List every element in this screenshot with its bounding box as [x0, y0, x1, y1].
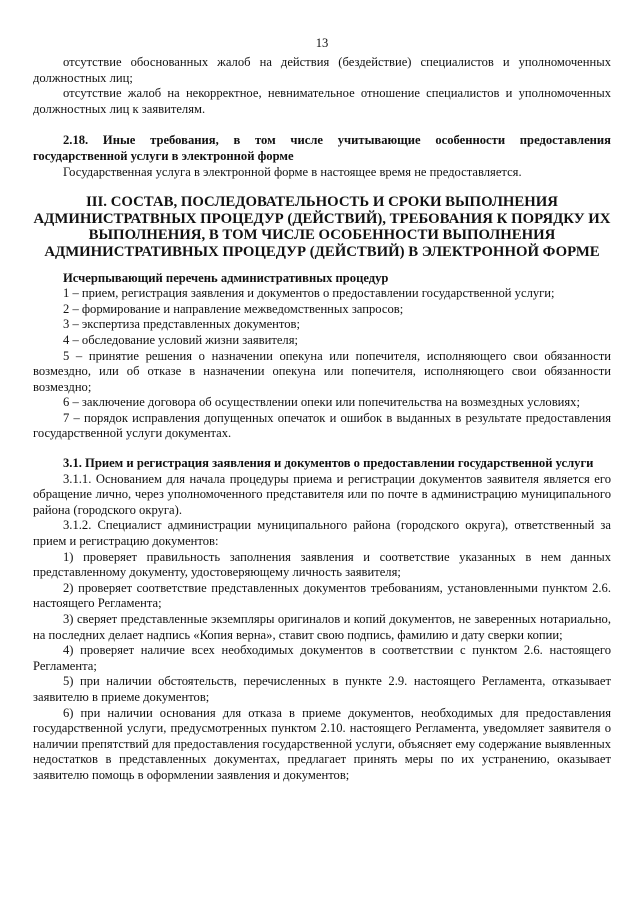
- document-page: [33, 0, 611, 905]
- procedure-item: 1 – прием, регистрация заявления и документов о предоставлении государственной услуги;: [63, 286, 555, 301]
- clause-3-1-2-item: 2) проверяет соответствие представленных документов требованиям, установленными пунктом 2.6. настоящего Регламента;: [33, 580, 611, 611]
- procedure-item: 3 – экспертиза представленных документов;: [63, 317, 301, 332]
- page-number: 13: [315, 36, 329, 50]
- page-body: [33, 55, 611, 784]
- complaint-criterion-2: отсутствие жалоб на некорректное, невнимательное отношение специалистов и уполномоченных должностных лиц к заявителям.: [33, 86, 611, 116]
- section-2-18-heading: 2.18. Иные требования, в том числе учитывающие особенности предоставления государственной услуги в электронной форме: [33, 133, 611, 163]
- procedure-item: 6 – заключение договора об осуществлении опеки или попечительства на возмездных условиях;: [63, 395, 580, 410]
- clause-3-1-2-item: 1) проверяет правильность заполнения заявления и соответствие указанных в нем данных представленному документу, удостоверяющему личность заявителя;: [33, 549, 611, 580]
- procedure-item: 5 – принятие решения о назначении опекуна или попечителя, исполняющего свои обязанности возмездно, или об отказе в назначении опекуна или попечителя, исполняющего свои обязанности возмездно;: [33, 348, 611, 394]
- part-3-title: III. СОСТАВ, ПОСЛЕДОВАТЕЛЬНОСТЬ И СРОКИ ВЫПОЛНЕНИЯ АДМИНИСТРАТВНЫХ ПРОЦЕДУР (ДЕЙСТВИЙ), ТРЕБОВАНИЯ К ПОРЯДКУ ИХ ВЫПОЛНЕНИЯ, В ТОМ ЧИСЛЕ ОСОБЕННОСТИ ВЫПОЛНЕНИЯ АДМИНИСТРАТИВНЫХ ПРОЦЕДУР (ДЕЙСТВИЙ) В ЭЛЕКТРОННОЙ ФОРМЕ: [33, 194, 611, 260]
- procedure-item: 2 – формирование и направление межведомственных запросов;: [63, 301, 404, 316]
- procedure-item: 7 – порядок исправления допущенных опечаток и ошибок в выданных в результате предоставления государственной услуги документах.: [33, 410, 611, 441]
- section-2-18-text: Государственная услуга в электронной форме в настоящее время не предоставляется.: [63, 164, 522, 179]
- clause-3-1-2-item: 3) сверяет представленные экземпляры оригиналов и копий документов, не заверенных нотариально, на последних делает надпись «Копия верна», ставит свою подпись, фамилию и дату сверки копии;: [33, 612, 611, 642]
- clause-3-1-2-item: 5) при наличии обстоятельств, перечисленных в пункте 2.9. настоящего Регламента, отказывает заявителю в приеме документов;: [33, 674, 611, 704]
- procedures-list-heading: Исчерпывающий перечень административных процедур: [63, 270, 389, 285]
- procedure-item: 4 – обследование условий жизни заявителя;: [63, 332, 298, 347]
- clause-3-1-1: 3.1.1. Основанием для начала процедуры приема и регистрации документов заявителя является его обращение лично, через уполномоченного представителя или по почте в администрацию муниципального района (городского округа).: [33, 471, 611, 517]
- section-3-1-heading: 3.1. Прием и регистрация заявления и документов о предоставлении государственной услуги: [63, 456, 594, 471]
- clause-3-1-2: 3.1.2. Специалист администрации муниципального района (городского округа), ответственный за прием и регистрацию документов:: [33, 518, 611, 549]
- clause-3-1-2-item: 6) при наличии основания для отказа в приеме документов, необходимых для предоставления государственной услуги, предусмотренных пунктом 2.10. настоящего Регламента, уведомляет заявителя о наличии препятствий для предоставления государственной услуги, объясняет ему содержание выявленных недостатков в представленных документах, предлагает принять меры по их устранению, оказывает заявителю помощь в оформлении заявления и документов;: [33, 705, 611, 782]
- clause-3-1-2-item: 4) проверяет наличие всех необходимых документов в соответствии с пунктом 2.6. настоящего Регламента;: [33, 643, 611, 673]
- complaint-criterion-1: отсутствие обоснованных жалоб на действия (бездействие) специалистов и уполномоченных должностных лиц;: [33, 55, 611, 85]
